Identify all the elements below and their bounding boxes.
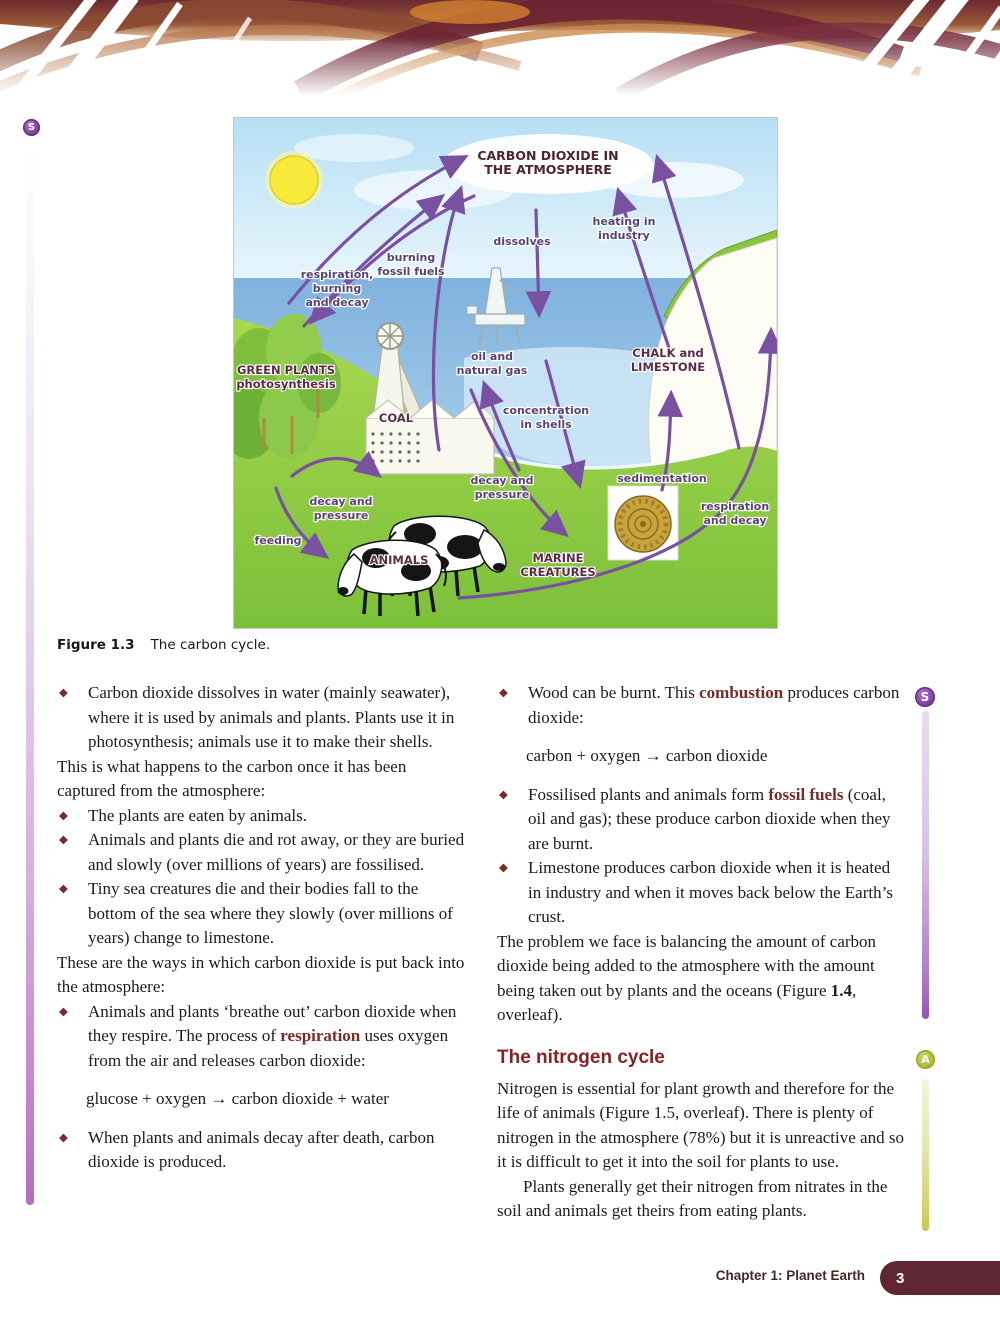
bullet-text bbox=[88, 1000, 467, 1074]
text-run: carbon + oxygen → carbon dioxide bbox=[526, 746, 768, 765]
page-number: 3 bbox=[896, 1269, 905, 1287]
figure-label-co2-atmosphere: CARBON DIOXIDE IN THE ATMOSPHERE bbox=[477, 148, 619, 177]
level-badge-a-icon bbox=[916, 1050, 935, 1069]
text-run: Limestone produces carbon dioxide when it is heated in industry and when it moves back below the Earth’s crust. bbox=[528, 858, 893, 926]
figure-label-respiration-burning-decay: respiration, burning and decay bbox=[300, 268, 374, 309]
figure-label-oil-and-natural-gas: oil and natural gas bbox=[456, 350, 528, 377]
para bbox=[57, 951, 467, 1000]
text-run: Carbon dioxide dissolves in water (mainly seawater), where it is used by animals and plants. Plants use it in photosynthesis; animals use it to make their shells. bbox=[88, 683, 455, 751]
text-run: These are the ways in which carbon dioxide is put back into the atmosphere: bbox=[57, 952, 465, 996]
bullet-item bbox=[497, 856, 907, 930]
bullet-item bbox=[57, 804, 467, 829]
figure-label-feeding: feeding bbox=[254, 534, 302, 547]
figure-label-heating-in-industry: heating in industry bbox=[592, 215, 656, 242]
header-decoration bbox=[0, 0, 1000, 96]
bullet-diamond-icon: ◆ bbox=[59, 1131, 68, 1144]
bullet-diamond-icon: ◆ bbox=[499, 687, 508, 699]
level-badge-s-right-letter: S bbox=[920, 690, 930, 704]
figure-label-decay-and-pressure-left: decay and pressure bbox=[309, 495, 373, 522]
section-heading bbox=[497, 1046, 907, 1070]
figure-label-burning-fossil-fuels: burning fossil fuels bbox=[377, 251, 445, 278]
bullet-text bbox=[88, 877, 467, 951]
figure-label-decay-and-pressure-mid: decay and pressure bbox=[470, 474, 534, 501]
level-badge-s-left-letter: S bbox=[27, 122, 36, 133]
bullet-text bbox=[88, 681, 467, 755]
keyword: respiration bbox=[280, 1026, 361, 1045]
bullet-diamond-icon: ◆ bbox=[499, 862, 508, 874]
text-run: The problem we face is balancing the amount of carbon dioxide being added to the atmosphere with the amount being taken out by plants and the oceans (Figure bbox=[497, 931, 877, 1000]
bullet-item bbox=[57, 681, 467, 755]
bullet-diamond-icon: ◆ bbox=[59, 687, 68, 699]
keyword: combustion bbox=[699, 683, 784, 702]
text-run: This is what happens to the carbon once it has been captured from the atmosphere: bbox=[57, 756, 407, 800]
figure-label-marine-creatures: MARINE CREATURES bbox=[520, 551, 596, 579]
para bbox=[497, 930, 907, 1028]
text-run: The nitrogen cycle bbox=[497, 1046, 665, 1068]
keyword: 1.4 bbox=[830, 980, 853, 1000]
text-run: Wood can be burnt. This bbox=[528, 683, 700, 702]
bullet-text bbox=[528, 783, 907, 857]
bullet-text bbox=[528, 856, 907, 930]
text-run: , overleaf). bbox=[497, 980, 857, 1024]
bullet-diamond-icon: ◆ bbox=[59, 1005, 68, 1018]
level-bar-left bbox=[26, 148, 34, 1205]
text-run: Tiny sea creatures die and their bodies fall to the bottom of the sea where they slowly (over millions of years) change to limestone. bbox=[88, 879, 453, 947]
page-number-tab bbox=[880, 1261, 1000, 1295]
text-run: Animals and plants die and rot away, or they are buried and slowly (over millions of years) are fossilised. bbox=[88, 830, 465, 874]
text-run: glucose + oxygen → carbon dioxide + water bbox=[86, 1089, 389, 1108]
text-column-left bbox=[57, 681, 467, 1175]
para bbox=[497, 1077, 907, 1175]
figure-label-animals: ANIMALS bbox=[369, 553, 429, 567]
figure-label-coal: COAL bbox=[378, 411, 414, 425]
text-column-right bbox=[497, 681, 907, 1224]
sun-icon bbox=[265, 151, 323, 209]
figure-caption bbox=[57, 637, 270, 653]
text-run: Plants generally get their nitrogen from nitrates in the soil and animals get theirs from eating plants. bbox=[497, 1176, 888, 1220]
figure-label-chalk-and-limestone: CHALK and LIMESTONE bbox=[630, 346, 706, 374]
bullet-item bbox=[57, 828, 467, 877]
bullet-text bbox=[528, 681, 907, 730]
level-badge-s-right-icon bbox=[915, 687, 935, 707]
text-run: The plants are eaten by animals. bbox=[88, 805, 308, 825]
bullet-item bbox=[57, 877, 467, 951]
bullet-diamond-icon: ◆ bbox=[59, 834, 68, 846]
bullet-item bbox=[57, 1000, 467, 1074]
text-run: When plants and animals decay after death, carbon dioxide is produced. bbox=[88, 1127, 435, 1171]
para bbox=[57, 755, 467, 804]
bullet-item bbox=[57, 1126, 467, 1175]
bullet-text bbox=[88, 828, 467, 877]
bullet-diamond-icon: ◆ bbox=[499, 788, 508, 801]
figure-caption-text: The carbon cycle. bbox=[150, 637, 271, 653]
text-run: produces carbon dioxide: bbox=[528, 683, 900, 727]
bullet-item bbox=[497, 783, 907, 857]
keyword: fossil fuels bbox=[768, 784, 844, 804]
text-run: Fossilised plants and animals form bbox=[528, 784, 769, 804]
level-bar-s bbox=[922, 711, 929, 1019]
bullet-item bbox=[497, 681, 907, 730]
para bbox=[497, 1175, 907, 1224]
text-run: (coal, oil and gas); these produce carbon dioxide when they are burnt. bbox=[528, 784, 891, 853]
bullet-text bbox=[88, 804, 467, 829]
level-badge-s-left-icon bbox=[23, 119, 40, 136]
footer-chapter: Chapter 1: Planet Earth bbox=[715, 1268, 865, 1283]
text-run: Nitrogen is essential for plant growth and therefore for the life of animals (Figure 1.5, overleaf). There is plenty of nitrogen in the atmosphere (78%) but it is unreactive and so it is difficult to get it into the soil for plants to use. bbox=[497, 1078, 904, 1171]
figure-label-sedimentation: sedimentation bbox=[617, 472, 707, 485]
bullet-diamond-icon: ◆ bbox=[59, 883, 68, 895]
figure-carbon-cycle bbox=[233, 117, 778, 629]
equation bbox=[86, 1087, 467, 1112]
figure-label-green-plants-photosynthesis: GREEN PLANTS photosynthesis bbox=[236, 363, 336, 391]
figure-label-respiration-and-decay: respiration and decay bbox=[700, 500, 770, 527]
bullet-text bbox=[88, 1126, 467, 1175]
figure-caption-label: Figure 1.3 bbox=[57, 637, 135, 653]
text-run: Animals and plants ‘breathe out’ carbon dioxide when they respire. The process of bbox=[88, 1001, 457, 1045]
equation bbox=[526, 744, 907, 769]
figure-label-dissolves: dissolves bbox=[493, 235, 551, 248]
text-run: uses oxygen from the air and releases carbon dioxide: bbox=[88, 1026, 449, 1070]
figure-label-concentration-in-shells: concentration in shells bbox=[502, 404, 590, 431]
level-badge-a-letter: A bbox=[921, 1053, 930, 1066]
level-bar-a bbox=[922, 1079, 929, 1231]
bullet-diamond-icon: ◆ bbox=[59, 809, 68, 822]
